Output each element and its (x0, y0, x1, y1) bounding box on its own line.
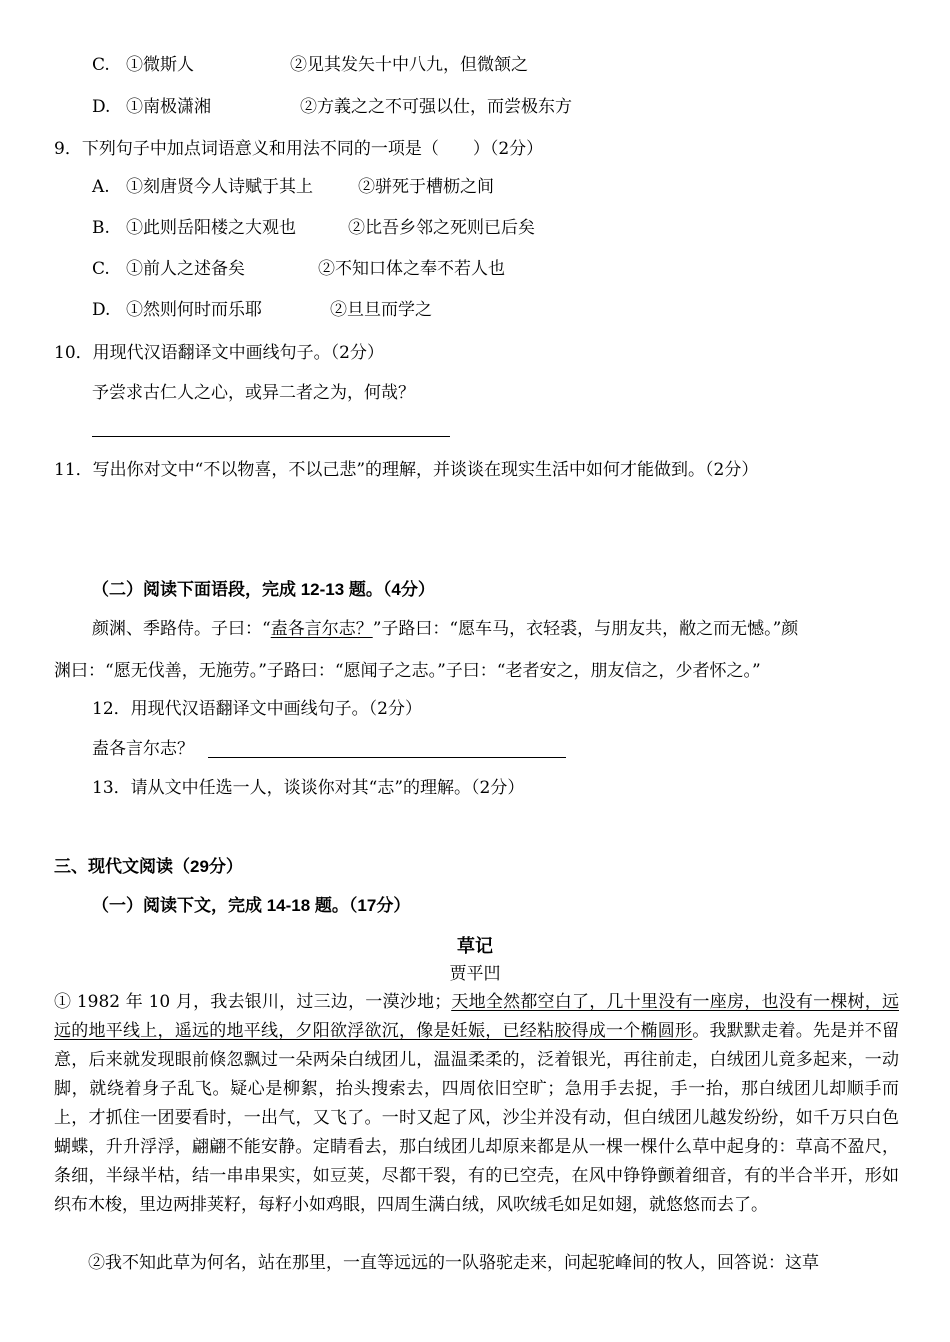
paragraph-text: ②我不知此草为何名，站在那里，一直等远远的一队骆驼走来，问起驼峰间的牧人，回答说：这草 (88, 1253, 819, 1273)
q9-option-a (92, 175, 494, 199)
q10-sentence: 予尝求古仁人之心，或异二者之为，何哉？ (92, 383, 415, 403)
section-3-heading: 三、现代文阅读（29分） (54, 857, 243, 876)
q9-option-b (92, 216, 535, 240)
option-part-2: ②比吾乡邻之死则已后矣 (348, 218, 535, 238)
option-part-1: ①然则何时而乐耶 (126, 300, 262, 320)
q11-stem: 11．写出你对文中“不以物喜，不以己悲”的理解，并谈谈在现实生活中如何才能做到。（2分） (54, 460, 759, 480)
passage-text: 颜渊、季路侍。子曰：“ (92, 619, 271, 639)
paragraph-text: ① 1982 年 10 月，我去银川，过三边，一漠沙地； (54, 992, 452, 1012)
q13-stem: 13．请从文中任选一人，谈谈你对其“志”的理解。（2分） (92, 778, 525, 798)
option-letter: C. (92, 55, 110, 75)
option-part-1: ①此则岳阳楼之大观也 (126, 218, 296, 238)
q8-option-d (92, 95, 572, 119)
q12-answer-line[interactable] (208, 757, 566, 758)
section-2-heading: （二）阅读下面语段，完成 12-13 题。（4分） (92, 580, 435, 599)
q9-option-c (92, 257, 505, 281)
option-part-2: ②旦旦而学之 (330, 300, 432, 320)
article-paragraph-1 (54, 988, 899, 1220)
q10-answer-line[interactable] (92, 436, 450, 437)
option-part-1: ①前人之述备矣 (126, 259, 245, 279)
underlined-sentence: 盍各言尔志？ (270, 619, 373, 639)
option-part-2: ②不知口体之奉不若人也 (318, 259, 505, 279)
option-letter: D. (92, 97, 111, 117)
section-3-sub-heading: （一）阅读下文，完成 14-18 题。（17分） (92, 896, 411, 915)
article-author: 贾平凹 (449, 964, 501, 984)
option-part-2: ②骈死于槽枥之间 (358, 177, 494, 197)
option-part-1: ①微斯人 (126, 55, 194, 75)
option-letter: B. (92, 218, 110, 238)
option-part-1: ①南极潇湘 (126, 97, 211, 117)
passage-text: ”子路曰：“愿车马，衣轻裘，与朋友共，敝之而无憾。”颜 (372, 619, 799, 639)
option-letter: D. (92, 300, 111, 320)
option-part-2: ②见其发矢十中八九，但微颔之 (290, 55, 528, 75)
analects-passage-line-1 (92, 617, 898, 641)
q12-sentence: 盍各言尔志？ (92, 739, 194, 759)
q12-stem: 12．用现代汉语翻译文中画线句子。（2分） (92, 699, 422, 719)
option-part-2: ②方義之之不可强以仕，而尝极东方 (300, 97, 572, 117)
option-letter: C. (92, 259, 110, 279)
q9-stem: 9．下列句子中加点词语意义和用法不同的一项是（ ）（2分） (54, 139, 544, 159)
underlined-sentence: 天地全然都空白了，几十里没有一座房，也没有一棵树，远远的地平线上，遥远的地平线，夕阳欲浮欲沉，像是妊娠，已经粘胶得成一个椭圆形 (54, 992, 900, 1041)
q10-stem: 10．用现代汉语翻译文中画线句子。（2分） (54, 343, 384, 363)
q9-option-d (92, 298, 432, 322)
analects-passage-line-2: 渊曰：“愿无伐善，无施劳。”子路曰：“愿闻子之志。”子曰：“老者安之，朋友信之，少者怀之。” (54, 661, 761, 681)
article-title: 草记 (457, 936, 493, 956)
option-part-1: ①刻唐贤今人诗赋于其上 (126, 177, 313, 197)
paragraph-text: 。我默默走着。先是并不留意，后来就发现眼前倏忽飘过一朵两朵白绒团儿，温温柔柔的，泛着银光，再往前走，白绒团儿竟多起来，一动脚，就绕着身子乱飞。疑心是柳絮，抬头搜索去，四周依旧空旷；急用手去捉，手一抬，那白绒团儿却顺手而上，才抓住一团要看时，一出气，又飞了。一时又起了风，沙尘并没有动，但白绒团儿越发纷纷，如千万只白色蝴蝶，升升浮浮，翩翩不能安静。定睛看去，那白绒团儿却原来都是从一棵一棵什么草中起身的：草高不盈尺，条细，半绿半枯，结一串串果实，如豆荚，尽都干裂，有的已空壳，在风中铮铮颤着细音，有的半合半开，形如织布木梭，里边两排荚籽，每籽小如鸡眼，四周生满白绒，风吹绒毛如足如翅，就悠悠而去了。 (54, 1021, 899, 1215)
article-paragraph-2 (54, 1249, 899, 1278)
option-letter: A. (92, 177, 110, 197)
q8-option-c (92, 53, 528, 77)
